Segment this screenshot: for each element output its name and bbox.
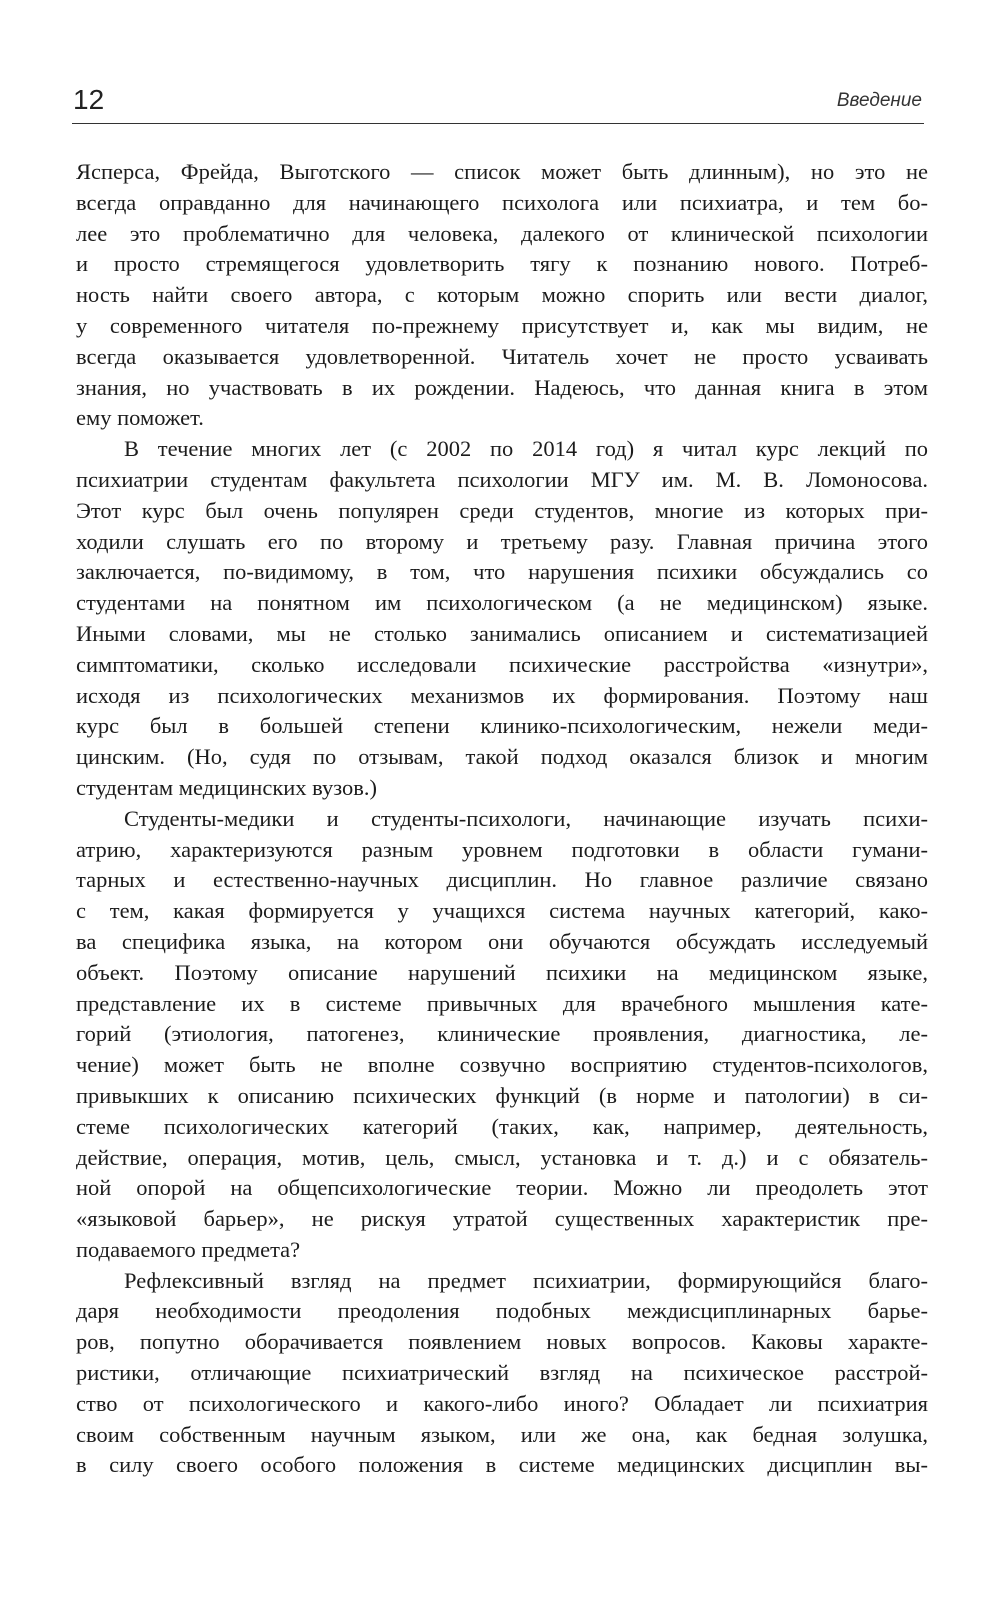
text-line: ность найти своего автора, с которым можно спорить или вести диалог, bbox=[76, 282, 928, 308]
text-line: объект. Поэтому описание нарушений психики на медицинском языке, bbox=[76, 959, 928, 985]
text-line: Студенты-медики и студенты-психологи, начинающие изучать психи- bbox=[124, 805, 928, 831]
text-line: в силу своего особого положения в системе медицинских дисциплин вы- bbox=[76, 1452, 928, 1478]
text-line: атрию, характеризуются разным уровнем подготовки в области гумани- bbox=[76, 836, 928, 862]
text-line: действие, операция, мотив, цель, смысл, установка и т. д.) и с обязатель- bbox=[76, 1144, 928, 1170]
paragraph bbox=[76, 157, 928, 434]
text-line: подаваемого предмета? bbox=[76, 1236, 301, 1262]
paragraph bbox=[76, 434, 928, 804]
text-line: цинским. (Но, судя по отзывам, такой подход оказался близок и многим bbox=[76, 744, 928, 770]
text-line: ва специфика языка, на котором они обучаются обсуждать исследуемый bbox=[76, 928, 928, 954]
text-line: Этот курс был очень популярен среди студентов, многие из которых при- bbox=[76, 497, 928, 523]
text-line: представление их в системе привычных для врачебного мышления кате- bbox=[76, 990, 928, 1016]
text-line: ство от психологического и какого-либо иного? Обладает ли психиатрия bbox=[76, 1390, 928, 1416]
text-line: симптоматики, сколько исследовали психические расстройства «изнутри», bbox=[76, 651, 928, 677]
paragraph bbox=[76, 804, 928, 1266]
text-line: Иными словами, мы не столько занимались описанием и систематизацией bbox=[76, 620, 928, 646]
text-line: психиатрии студентам факультета психологии МГУ им. М. В. Ломоносова. bbox=[76, 466, 928, 492]
running-header-section: Введение bbox=[836, 90, 922, 111]
text-line: лее это проблематично для человека, далекого от клинической психологии bbox=[76, 220, 928, 246]
body-text bbox=[76, 157, 928, 1481]
paragraph bbox=[76, 1266, 928, 1482]
text-line: ров, попутно оборачивается появлением новых вопросов. Каковы характе- bbox=[76, 1329, 928, 1355]
text-line: В течение многих лет (с 2002 по 2014 год) я читал курс лекций по bbox=[124, 436, 928, 462]
text-line: ходили слушать его по второму и третьему разу. Главная причина этого bbox=[76, 528, 928, 554]
text-line: и просто стремящегося удовлетворить тягу к познанию нового. Потреб- bbox=[76, 251, 928, 277]
text-line: ему поможет. bbox=[76, 405, 204, 431]
text-line: Ясперса, Фрейда, Выготского — список может быть длинным), но это не bbox=[76, 159, 928, 184]
text-line: стеме психологических категорий (таких, как, например, деятельность, bbox=[76, 1113, 928, 1139]
text-line: курс был в большей степени клинико-психологическим, нежели меди- bbox=[76, 713, 928, 739]
text-line: исходя из психологических механизмов их формирования. Поэтому наш bbox=[76, 682, 928, 708]
text-line: даря необходимости преодоления подобных междисциплинарных барье- bbox=[76, 1298, 928, 1324]
page-number: 12 bbox=[73, 84, 105, 115]
text-line: студентам медицинских вузов.) bbox=[76, 774, 378, 800]
text-line: горий (этиология, патогенез, клинические проявления, диагностика, ле- bbox=[76, 1021, 928, 1047]
text-line: знания, но участвовать в их рождении. Надеюсь, что данная книга в этом bbox=[76, 374, 928, 400]
text-line: ристики, отличающие психиатрический взгляд на психическое расстрой- bbox=[76, 1360, 928, 1386]
text-line: своим собственным научным языком, или же она, как бедная золушка, bbox=[76, 1421, 928, 1447]
text-line: «языковой барьер», не рискуя утратой существенных характеристик пре- bbox=[76, 1206, 928, 1232]
text-line: Рефлексивный взгляд на предмет психиатрии, формирующийся благо- bbox=[124, 1267, 928, 1293]
text-line: ной опорой на общепсихологические теории. Можно ли преодолеть этот bbox=[76, 1175, 928, 1201]
text-line: у современного читателя по-прежнему присутствует и, как мы видим, не bbox=[76, 312, 928, 338]
text-line: студентами на понятном им психологическом (а не медицинском) языке. bbox=[76, 590, 928, 616]
text-line: заключается, по-видимому, в том, что нарушения психики обсуждались со bbox=[76, 559, 928, 585]
text-line: всегда оправданно для начинающего психолога или психиатра, и тем бо- bbox=[76, 189, 928, 215]
header-rule bbox=[72, 123, 924, 124]
text-line: привыкших к описанию психических функций (в норме и патологии) в си- bbox=[76, 1082, 928, 1108]
text-line: чение) может быть не вполне созвучно восприятию студентов-психологов, bbox=[76, 1052, 928, 1078]
text-line: всегда оказывается удовлетворенной. Читатель хочет не просто усваивать bbox=[76, 343, 928, 369]
text-line: тарных и естественно-научных дисциплин. Но главное различие связано bbox=[76, 867, 928, 893]
text-line: с тем, какая формируется у учащихся система научных категорий, како- bbox=[76, 898, 928, 924]
